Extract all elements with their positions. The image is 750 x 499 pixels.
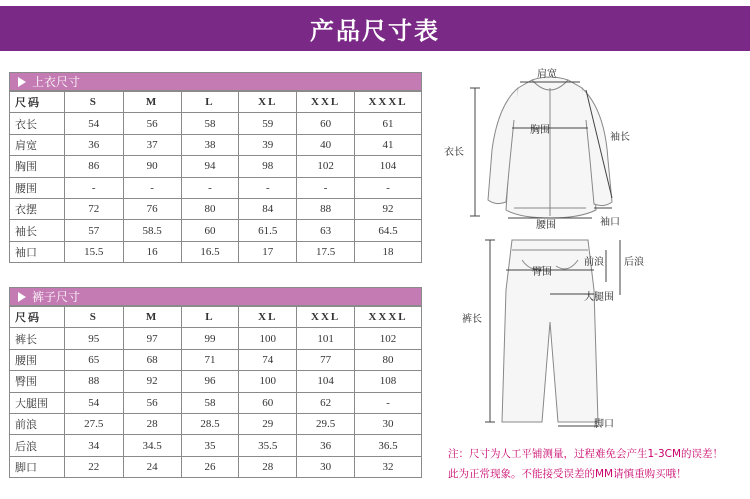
hem-label: 脚口: [594, 419, 614, 430]
shirt-illustration: [488, 77, 612, 218]
size-header: XL: [239, 307, 297, 328]
size-header: S: [64, 92, 123, 113]
measurement-name: 裤长: [10, 328, 65, 349]
measurement-value: 97: [123, 328, 181, 349]
measurement-value: 100: [239, 371, 297, 392]
measurement-value: 74: [239, 349, 297, 370]
page-title: 产品尺寸表: [310, 17, 440, 45]
measurement-value: 36.5: [355, 435, 422, 456]
waist-label: 腰围: [536, 220, 556, 231]
table-row: [10, 177, 422, 198]
measurement-value: 16.5: [181, 241, 239, 262]
measurement-value: 58.5: [123, 220, 181, 241]
top-section-header: [9, 72, 422, 91]
measurement-value: 35.5: [239, 435, 297, 456]
measurement-name: 大腿围: [10, 392, 65, 413]
measurement-value: 29.5: [297, 413, 355, 434]
note-line-2: 此为正常现象。不能接受误差的MM请慎重购买哦！: [448, 468, 687, 480]
measurement-value: 76: [123, 198, 181, 219]
measurement-value: 86: [64, 156, 123, 177]
table-row: [10, 156, 422, 177]
measurement-value: 84: [239, 198, 297, 219]
measurement-value: 92: [355, 198, 422, 219]
bottom-size-table: [9, 306, 422, 478]
table-header-row: [10, 307, 422, 328]
measurement-name: 袖长: [10, 220, 65, 241]
size-header-label: 尺码: [10, 92, 65, 113]
measurement-value: 16: [123, 241, 181, 262]
measurement-value: 54: [64, 113, 123, 134]
measurement-value: 108: [355, 371, 422, 392]
measurement-value: 61.5: [239, 220, 297, 241]
table-row: [10, 328, 422, 349]
measurement-name: 腰围: [10, 177, 65, 198]
measurement-value: 96: [181, 371, 239, 392]
measurement-value: 104: [297, 371, 355, 392]
measurement-value: 15.5: [64, 241, 123, 262]
size-header: L: [181, 307, 239, 328]
measurement-value: 61: [355, 113, 422, 134]
measurement-value: 17.5: [297, 241, 355, 262]
measurement-value: 88: [64, 371, 123, 392]
table-row: [10, 220, 422, 241]
measurement-value: 58: [181, 113, 239, 134]
size-header: L: [181, 92, 239, 113]
size-header: M: [123, 307, 181, 328]
measurement-value: 28.5: [181, 413, 239, 434]
measurement-value: 80: [181, 198, 239, 219]
pants-length-label: 裤长: [462, 314, 482, 325]
size-header: XXXL: [355, 307, 422, 328]
bottom-section-label: 裤子尺寸: [32, 290, 81, 304]
measurement-value: 95: [64, 328, 123, 349]
measurement-name: 袖口: [10, 241, 65, 262]
measurement-value: 56: [123, 113, 181, 134]
measurement-value: 92: [123, 371, 181, 392]
measurement-value: -: [239, 177, 297, 198]
measurement-name: 衣摆: [10, 198, 65, 219]
size-header: XL: [239, 92, 297, 113]
garment-illustration: [440, 60, 750, 435]
size-header: M: [123, 92, 181, 113]
size-header: XXL: [297, 307, 355, 328]
measurement-value: 77: [297, 349, 355, 370]
measurement-name: 衣长: [10, 113, 65, 134]
measurement-value: 18: [355, 241, 422, 262]
triangle-icon: [18, 292, 26, 302]
measurement-value: 104: [355, 156, 422, 177]
back-rise-label: 后浪: [624, 257, 644, 268]
measurement-value: 62: [297, 392, 355, 413]
measurement-value: 54: [64, 392, 123, 413]
sleeve-label: 袖长: [610, 132, 630, 143]
measurement-value: 90: [123, 156, 181, 177]
shirt-length-label: 衣长: [444, 147, 464, 158]
measurement-value: 41: [355, 134, 422, 155]
size-header-label: 尺码: [10, 307, 65, 328]
measurement-value: 60: [239, 392, 297, 413]
measurement-value: 71: [181, 349, 239, 370]
measurement-value: 88: [297, 198, 355, 219]
measurement-value: 32: [355, 456, 422, 477]
measurement-value: 68: [123, 349, 181, 370]
front-rise-label: 前浪: [584, 257, 604, 268]
note-line-1: 注：尺寸为人工平铺测量，过程难免会产生1-3CM的误差！: [448, 448, 724, 460]
table-row: [10, 392, 422, 413]
measurement-value: -: [123, 177, 181, 198]
measurement-value: 100: [239, 328, 297, 349]
measurement-name: 腰围: [10, 349, 65, 370]
measurement-value: -: [181, 177, 239, 198]
measurement-value: 37: [123, 134, 181, 155]
measurement-value: 58: [181, 392, 239, 413]
measurement-value: 22: [64, 456, 123, 477]
measurement-name: 肩宽: [10, 134, 65, 155]
top-section-label: 上衣尺寸: [32, 75, 81, 89]
measurement-value: 59: [239, 113, 297, 134]
measurement-value: 99: [181, 328, 239, 349]
table-row: [10, 134, 422, 155]
title-banner: [0, 6, 750, 51]
size-header: S: [64, 307, 123, 328]
measurement-value: 56: [123, 392, 181, 413]
measurement-value: -: [355, 392, 422, 413]
measurement-value: 102: [355, 328, 422, 349]
measurement-value: 64.5: [355, 220, 422, 241]
measurement-value: 27.5: [64, 413, 123, 434]
measurement-value: 29: [239, 413, 297, 434]
measurement-value: 94: [181, 156, 239, 177]
chest-label: 胸围: [530, 125, 550, 136]
measurement-name: 胸围: [10, 156, 65, 177]
top-size-table: [9, 91, 422, 263]
measurement-value: 101: [297, 328, 355, 349]
measurement-value: 102: [297, 156, 355, 177]
measurement-name: 脚口: [10, 456, 65, 477]
shoulder-label: 肩宽: [537, 69, 557, 80]
measurement-value: 30: [355, 413, 422, 434]
triangle-icon: [18, 77, 26, 87]
table-row: [10, 413, 422, 434]
measurement-value: 35: [181, 435, 239, 456]
measurement-value: 36: [64, 134, 123, 155]
measurement-value: 72: [64, 198, 123, 219]
hip-label: 臀围: [532, 267, 552, 278]
measurement-value: -: [297, 177, 355, 198]
measurement-name: 后浪: [10, 435, 65, 456]
measurement-value: 57: [64, 220, 123, 241]
measurement-name: 臀围: [10, 371, 65, 392]
measurement-value: 28: [239, 456, 297, 477]
table-row: [10, 198, 422, 219]
thigh-label: 大腿围: [584, 292, 614, 303]
measurement-value: 63: [297, 220, 355, 241]
table-row: [10, 113, 422, 134]
measurement-value: 28: [123, 413, 181, 434]
measurement-value: -: [355, 177, 422, 198]
table-row: [10, 371, 422, 392]
measurement-value: 34: [64, 435, 123, 456]
measurement-value: 38: [181, 134, 239, 155]
measurement-value: 60: [297, 113, 355, 134]
measurement-value: 26: [181, 456, 239, 477]
table-row: [10, 456, 422, 477]
measurement-value: 65: [64, 349, 123, 370]
table-row: [10, 435, 422, 456]
size-header: XXXL: [355, 92, 422, 113]
measurement-value: -: [64, 177, 123, 198]
measurement-value: 60: [181, 220, 239, 241]
measurement-value: 34.5: [123, 435, 181, 456]
bottom-section-header: [9, 287, 422, 306]
measurement-value: 36: [297, 435, 355, 456]
table-header-row: [10, 92, 422, 113]
measurement-value: 40: [297, 134, 355, 155]
table-row: [10, 241, 422, 262]
measurement-value: 30: [297, 456, 355, 477]
measurement-value: 80: [355, 349, 422, 370]
measurement-diagram: [440, 60, 750, 435]
measurement-value: 39: [239, 134, 297, 155]
measurement-value: 98: [239, 156, 297, 177]
measurement-value: 24: [123, 456, 181, 477]
cuff-label: 袖口: [600, 217, 620, 228]
measurement-name: 前浪: [10, 413, 65, 434]
table-row: [10, 349, 422, 370]
measurement-value: 17: [239, 241, 297, 262]
size-header: XXL: [297, 92, 355, 113]
